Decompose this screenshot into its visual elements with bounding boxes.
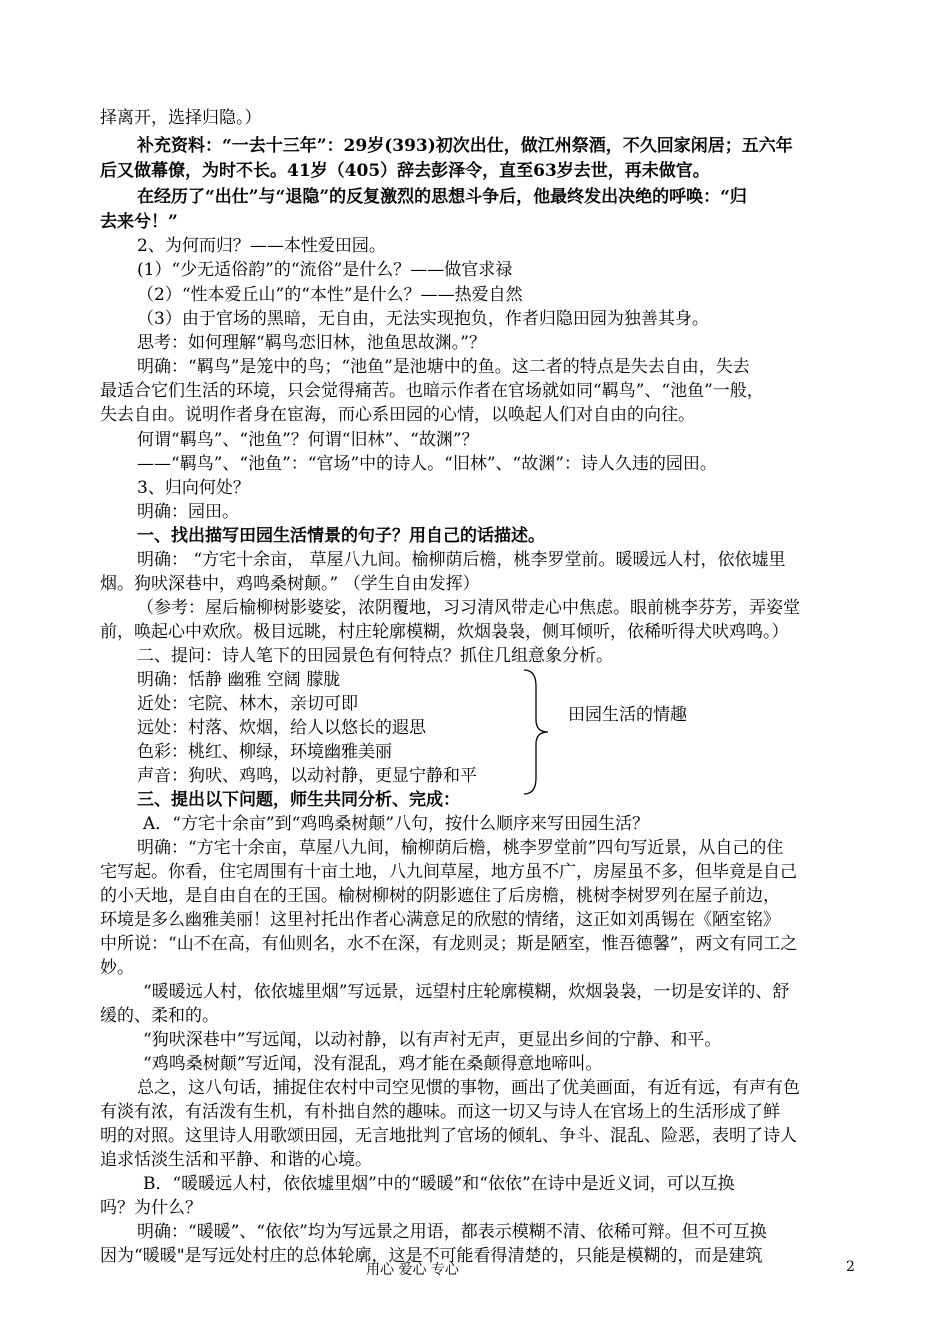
text-line: 远处：村落、炊烟，给人以悠长的遐思: [137, 718, 426, 738]
text-line: “暖暖远人村，依依墟里烟”写远景，远望村庄轮廓模糊，炊烟袅袅，一切是安详的、舒: [143, 982, 790, 1002]
text-line: 环境是多么幽雅美丽！这里衬托出作者心满意足的欣慰的情绪，这正如刘禹锡在《陋室铭》: [100, 910, 780, 930]
text-line: 择离开，选择归隐。）: [100, 108, 262, 128]
text-line: （参考：屋后榆柳树影婆娑，浓阴覆地，习习清风带走心中焦虑。眼前桃李芬芳，弄姿堂: [137, 598, 800, 618]
text-line: 明确：恬静 幽雅 空阔 朦胧: [137, 670, 341, 690]
text-line: 追求恬淡生活和平静、和谐的心境。: [100, 1150, 372, 1170]
text-line: 近处：宅院、林木，亲切可即: [137, 694, 358, 714]
page-footer: 用心 爱心 专心: [366, 1262, 459, 1278]
text-line: 三、提出以下问题，师生共同分析、完成：: [137, 790, 460, 810]
text-line: 明的对照。这里诗人用歌颂田园，无言地批判了官场的倾轧、争斗、混乱、险恶，表明了诗人: [100, 1126, 797, 1146]
text-line: （3）由于官场的黑暗，无自由，无法实现抱负，作者归隐田园为独善其身。: [137, 309, 709, 329]
text-line: 去来兮！”: [100, 212, 178, 232]
text-line: 妙。: [100, 958, 134, 978]
page-number: 2: [846, 1259, 855, 1275]
text-line: 明确： “方宅十余亩， 草屋八九间。榆柳荫后檐，桃李罗堂前。暖暖远人村，依依墟里: [137, 550, 786, 570]
text-line: (1）“少无适俗韵”的“流俗”是什么？——做官求禄: [137, 260, 513, 280]
text-line: （2）“性本爱丘山”的“本性”是什么？——热爱自然: [137, 285, 523, 305]
text-line: 宅写起。你看，住宅周围有十亩土地，八九间草屋，地方虽不广，房屋虽不多，但毕竟是自己: [100, 862, 797, 882]
text-line: 明确：园田。: [137, 502, 239, 522]
brace-label: 田园生活的情趣: [568, 705, 687, 725]
text-line: 明确：“羁鸟”是笼中的鸟；“池鱼”是池塘中的鱼。这二者的特点是失去自由，失去: [137, 357, 750, 377]
text-line: 的小天地，是自由自在的王国。榆树柳树的阴影遮住了后房檐，桃树李树罗列在屋子前边，: [100, 886, 780, 906]
text-line: 二、提问：诗人笔下的田园景色有何特点？抓住几组意象分析。: [137, 646, 613, 666]
text-line: 烟。狗吠深巷中，鸡鸣桑树颠。” （学生自由发挥）: [100, 574, 480, 594]
right-brace-icon: [522, 668, 552, 796]
text-line: “鸡鸣桑树颠”写近闻，没有混乱，鸡才能在桑颠得意地啼叫。: [143, 1054, 603, 1074]
text-line: 思考：如何理解“羁鸟恋旧林，池鱼思故渊。”？: [137, 333, 486, 353]
text-line: 2、为何而归？——本性爱田园。: [137, 236, 386, 256]
text-line: 后又做幕僚，为时不长。41岁（405）辞去彭泽令，直至63岁去世，再未做官。: [100, 161, 710, 181]
text-line: 3、归向何处？: [137, 478, 250, 498]
text-line: 何谓“羁鸟”、“池鱼”？何谓“旧林”、“故渊”？: [137, 430, 479, 450]
text-line: 在经历了“出仕”与“退隐”的反复激烈的思想斗争后，他最终发出决绝的呼唤：“归: [137, 187, 747, 207]
text-line: A．“方宅十余亩”到“鸡鸣桑树颠”八句，按什么顺序来写田园生活？: [143, 814, 650, 834]
text-line: 总之，这八句话，捕捉住农村中司空见惯的事物，画出了优美画面，有近有远，有声有色: [137, 1078, 800, 1098]
text-line: “狗吠深巷中”写远闻，以动衬静，以有声衬无声，更显出乡间的宁静、和平。: [143, 1030, 722, 1050]
text-line: 前，唤起心中欢欣。极目远眺，村庄轮廓模糊，炊烟袅袅，侧耳倾听，依稀听得犬吠鸡鸣。）: [100, 622, 789, 642]
text-line: 因为“暖暖"是写远处村庄的总体轮廓，这是不可能看得清楚的，只能是模糊的，而是建筑: [100, 1246, 763, 1266]
text-line: 失去自由。说明作者身在宦海，而心系田园的心情，以唤起人们对自由的向往。: [100, 405, 695, 425]
text-line: 补充资料：“一去十三年”：29岁(393)初次出仕，做江州祭酒，不久回家闲居；五六年: [137, 136, 793, 156]
text-line: B．“暖暖远人村，依依墟里烟”中的“暖暖”和“依依”在诗中是近义词，可以互换: [143, 1174, 735, 1194]
text-line: 有淡有浓，有活泼有生机，有朴拙自然的趣味。而这一切又与诗人在官场上的生活形成了鲜: [100, 1102, 780, 1122]
text-line: 最适合它们生活的环境，只会觉得痛苦。也暗示作者在官场就如同“羁鸟”、“池鱼”一般，: [100, 381, 764, 401]
text-line: 明确：“暖暖”、“依依”均为写远景之用语，都表示模糊不清、依稀可辩。但不可互换: [137, 1222, 767, 1242]
text-line: 色彩：桃红、柳绿，环境幽雅美丽: [137, 742, 392, 762]
text-line: 声音：狗吠、鸡鸣，以动衬静，更显宁静和平: [137, 766, 477, 786]
text-line: ——“羁鸟”、“池鱼”：“官场”中的诗人。“旧林”、“故渊”：诗人久违的园田。: [137, 454, 717, 474]
text-line: 明确：“方宅十余亩，草屋八九间，榆柳荫后檐，桃李罗堂前”四句写近景，从自己的住: [137, 838, 784, 858]
text-line: 缓的、柔和的。: [100, 1006, 219, 1026]
text-line: 中所说：“山不在高，有仙则名，水不在深，有龙则灵；斯是陋室，惟吾德馨”，两文有同工之: [100, 934, 798, 954]
text-line: 一、找出描写田园生活情景的句子？用自己的话描述。: [137, 526, 545, 546]
text-line: 吗？为什么？: [100, 1198, 202, 1218]
